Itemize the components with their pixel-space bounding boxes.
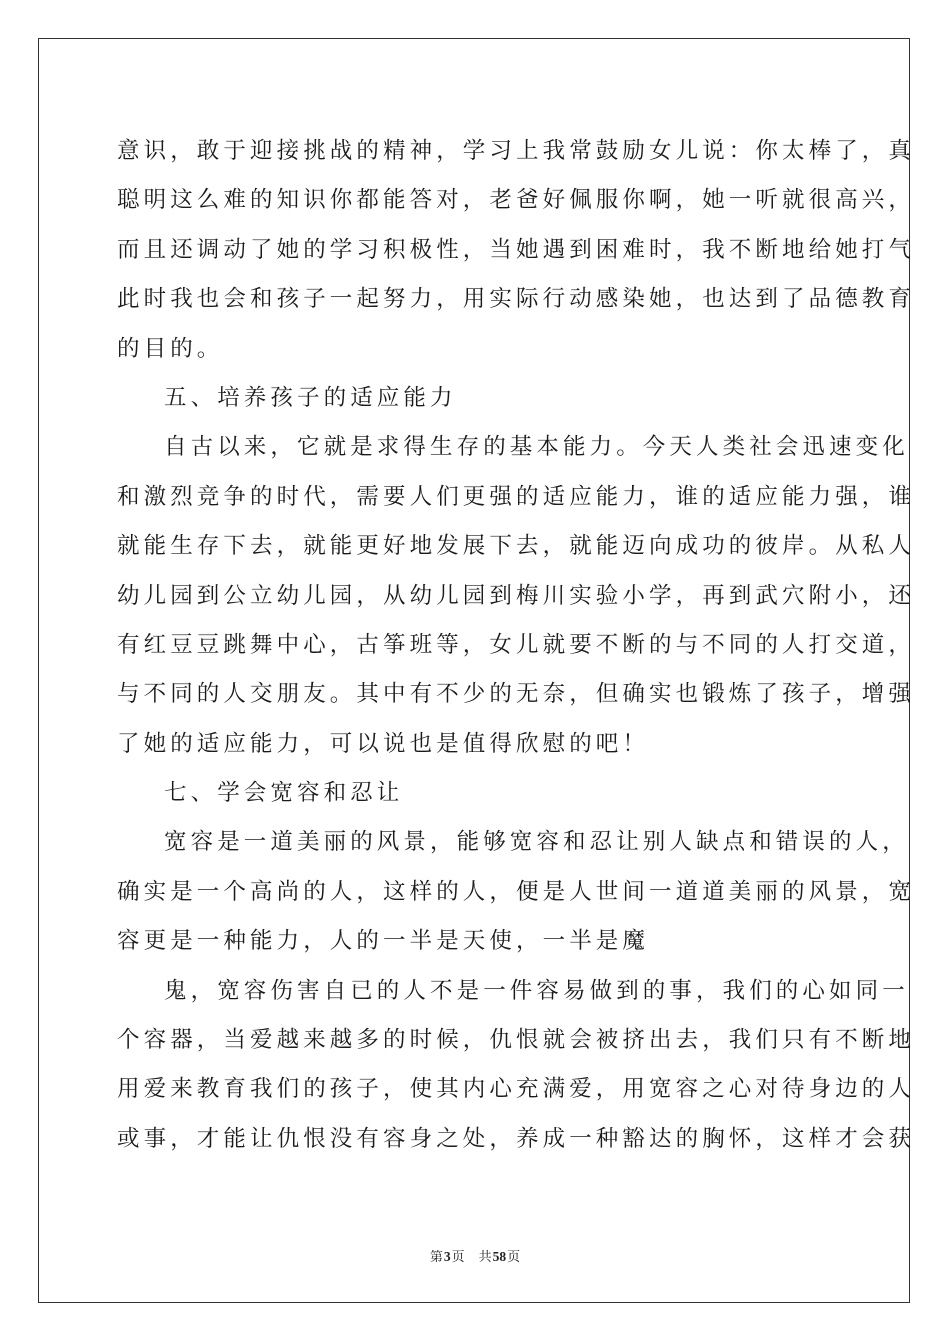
text-line: 与不同的人交朋友。其中有不少的无奈，但确实也锻炼了孩子，增强 (117, 681, 916, 708)
document-body (117, 127, 916, 1164)
text-line: 鬼，宽容伤害自已的人不是一件容易做到的事，我们的心如同一 (164, 977, 909, 1004)
page-suffix: 页 (451, 1250, 465, 1265)
text-line: 自古以来，它就是求得生存的基本能力。今天人类社会迅速变化 (164, 434, 909, 461)
text-line: 的目的。 (117, 335, 224, 362)
section-heading: 七、学会宽容和忍让 (164, 780, 404, 807)
text-line: 就能生存下去，就能更好地发展下去，就能迈向成功的彼岸。从私人 (117, 533, 916, 560)
text-line: 或事，才能让仇恨没有容身之处，养成一种豁达的胸怀，这样才会获 (117, 1125, 916, 1152)
text-line: 确实是一个高尚的人，这样的人，便是人世间一道道美丽的风景，宽 (117, 878, 916, 905)
section-heading: 五、培养孩子的适应能力 (164, 384, 457, 411)
text-line: 而且还调动了她的学习积极性，当她遇到困难时，我不断地给她打气 (117, 236, 916, 263)
text-line: 用爱来教育我们的孩子，使其内心充满爱，用宽容之心对待身边的人 (117, 1076, 916, 1103)
text-line: 宽容是一道美丽的风景，能够宽容和忍让别人缺点和错误的人， (164, 829, 909, 856)
text-line: 意识，敢于迎接挑战的精神，学习上我常鼓励女儿说：你太棒了，真 (117, 138, 916, 164)
total-pages: 58 (492, 1249, 507, 1264)
text-line: 个容器，当爱越来越多的时候，仇恨就会被挤出去，我们只有不断地 (117, 1027, 916, 1054)
total-suffix: 页 (507, 1250, 521, 1265)
page-footer (0, 1246, 950, 1265)
text-line: 幼儿园到公立幼儿园，从幼儿园到梅川实验小学，再到武穴附小，还 (117, 582, 916, 609)
text-line: 容更是一种能力，人的一半是天使，一半是魔 (117, 928, 650, 955)
page-prefix: 第 (429, 1250, 443, 1265)
total-prefix: 共 (478, 1250, 492, 1265)
text-line: 此时我也会和孩子一起努力，用实际行动感染她，也达到了品德教育 (117, 286, 916, 313)
text-line: 了她的适应能力，可以说也是值得欣慰的吧！ (117, 730, 650, 757)
text-line: 聪明这么难的知识你都能答对，老爸好佩服你啊，她一听就很高兴， (117, 187, 916, 214)
page-number: 3 (443, 1249, 451, 1264)
text-line: 和激烈竞争的时代，需要人们更强的适应能力，谁的适应能力强，谁 (117, 483, 916, 510)
text-line: 有红豆豆跳舞中心，古筝班等，女儿就要不断的与不同的人打交道， (117, 631, 916, 658)
